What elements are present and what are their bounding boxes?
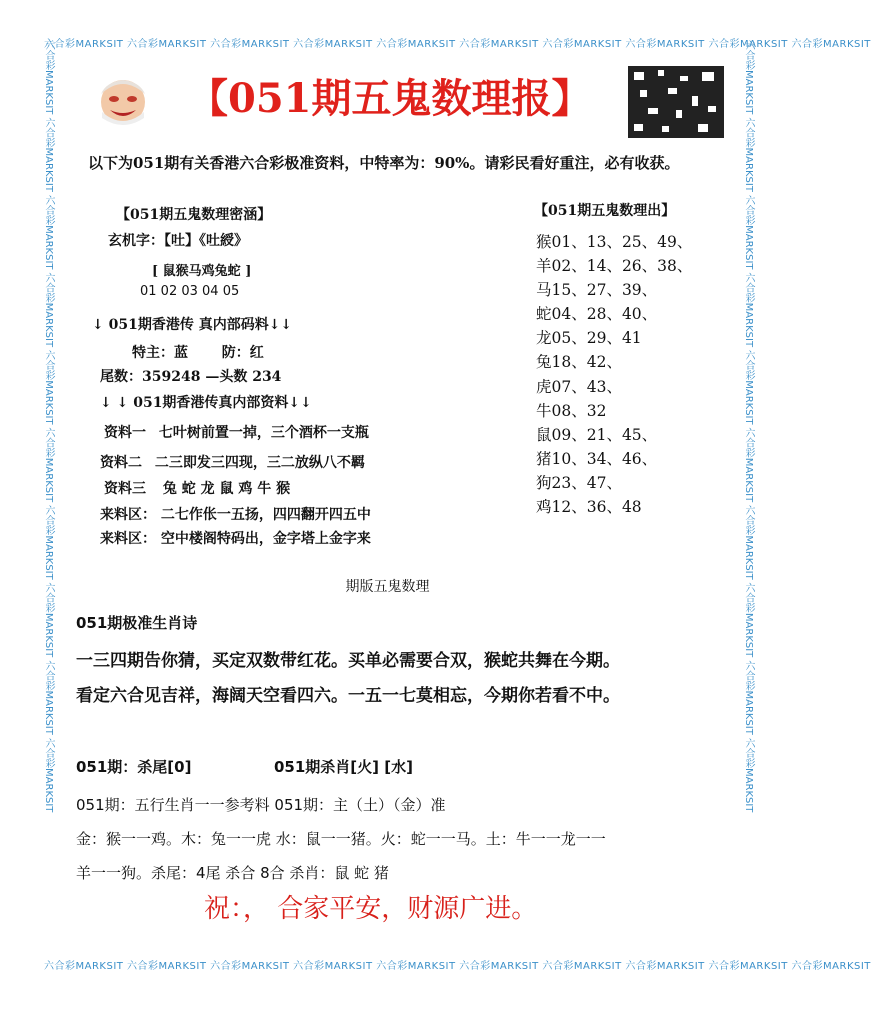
list-item: 牛08、32 [536,401,607,420]
inner-info-heading: ↓ ↓ 051期香港传真内部资料↓↓ [100,395,312,411]
material-value: 空中楼阁特码出，金字塔上金字来 [160,531,371,547]
list-item: 鸡12、36、48 [536,498,642,517]
list-item: 猪10、34、46、 [536,449,658,468]
poem-title: 051期极准生肖诗 [76,614,198,632]
number-list: 01 02 03 04 05 [140,284,240,299]
section-heading: 【051期五鬼数理出】 [534,203,676,219]
section-heading: 【051期五鬼数理密涵】 [116,207,272,223]
element-mapping-line: 羊一一狗。杀尾：4尾 杀合 8合 杀肖：鼠 蛇 猪 [76,864,389,882]
zodiac-poem-section [76,612,736,715]
list-item: 狗23、47、 [536,473,622,492]
poem-line: 看定六合见吉祥，海阔天空看四六。一五一七莫相忘，今期你若看不中。 [76,686,620,706]
inner-code-heading: ↓ 051期香港传 真内部码料↓↓ [92,317,293,333]
tail-value: 359248 [142,369,201,385]
intro-text: 以下为051期有关香港六合彩极准资料，中特率为：90%。请彩民看好重注，必有收获。 [88,154,680,172]
guard-label: 防： [221,345,250,361]
list-item: 猴01、13、25、49、 [536,233,693,251]
head-label: —头数 [205,369,248,385]
material-row [104,422,369,442]
riddle-line [108,230,248,250]
list-item: 马15、27、39、 [536,281,658,300]
tail-head-line [100,366,281,386]
element-mapping-line: 金：猴一一鸡。木：兔一一虎 水：鼠一一猪。火：蛇一一马。土：牛一一龙一一 [76,830,606,848]
edition-label: 期版五鬼数理 [345,579,430,595]
special-main-label: 特主： [132,345,174,361]
watermark-border-top: 六合彩MARKSIT 六合彩MARKSIT 六合彩MARKSIT 六合彩MARKSIT 六合彩MARKSIT 六合彩MARKSIT 六合彩MARKSIT 六合彩MARKSIT 六合彩MARKSIT 六合彩MARKSIT [44,39,871,50]
tail-label: 尾数： [100,369,142,385]
list-item: 羊02、14、26、38、 [536,257,693,276]
zodiac-number-list [536,230,692,519]
mascot-avatar-icon [92,72,154,126]
material-label: 资料三 [104,481,146,497]
poem-line: 一三四期告你猜，买定双数带红花。买单必需要合双，猴蛇共舞在今期。 [76,651,620,671]
riddle-value: 【吐】《吐綬》 [164,233,248,249]
watermark-border-bottom: 六合彩MARKSIT 六合彩MARKSIT 六合彩MARKSIT 六合彩MARKSIT 六合彩MARKSIT 六合彩MARKSIT 六合彩MARKSIT 六合彩MARKSIT 六合彩MARKSIT 六合彩MARKSIT [44,961,871,972]
page-title: 【051期五鬼数理报】 [188,75,592,122]
material-label: 来料区： [100,531,156,547]
watermark-border-left: 六合彩MARKSIT 六合彩MARKSIT 六合彩MARKSIT 六合彩MARKSIT 六合彩MARKSIT 六合彩MARKSIT 六合彩MARKSIT 六合彩MARKSIT 六合彩MARKSIT 六合彩MARKSIT [43,40,54,813]
material-row [100,504,371,524]
material-label: 资料二 [100,455,142,471]
zodiac-group: [ 鼠猴马鸡兔蛇 ] [152,264,252,279]
special-main-value: 蓝 [174,345,188,361]
list-item: 虎07、43、 [536,377,622,396]
material-row [100,528,371,548]
kill-tail: 051期：杀尾[0] [76,758,192,776]
material-value: 七叶树前置一掉，三个酒杯一支瓶 [158,425,369,441]
material-label: 资料一 [104,425,146,441]
qr-code-icon [628,66,724,138]
material-value: 二三即发三四现，三二放纵八不羁 [154,455,365,471]
blessing-text: 祝：， 合家平安，财源广进。 [204,894,538,924]
kill-zodiac: 051期杀肖[火] [水] [274,758,413,776]
five-elements-line: 051期：五行生肖一一参考料 051期：主（土）（金）准 [76,796,446,814]
material-label: 来料区： [100,507,156,523]
riddle-label: 玄机字： [108,233,164,249]
head-value: 234 [252,369,282,385]
special-main-line [132,342,264,362]
guard-value: 红 [249,345,264,361]
list-item: 蛇04、28、40、 [536,305,658,324]
material-row [104,478,290,498]
list-item: 鼠09、21、45、 [536,425,658,444]
material-row [100,452,365,472]
watermark-border-right: 六合彩MARKSIT 六合彩MARKSIT 六合彩MARKSIT 六合彩MARKSIT 六合彩MARKSIT 六合彩MARKSIT 六合彩MARKSIT 六合彩MARKSIT 六合彩MARKSIT 六合彩MARKSIT [743,40,754,813]
material-value: 二七作伥一五扬，四四翻开四五中 [160,507,371,523]
material-value: 兔 蛇 龙 鼠 鸡 牛 猴 [162,481,291,497]
list-item: 兔18、42、 [536,353,622,372]
list-item: 龙05、29、41 [536,329,642,348]
